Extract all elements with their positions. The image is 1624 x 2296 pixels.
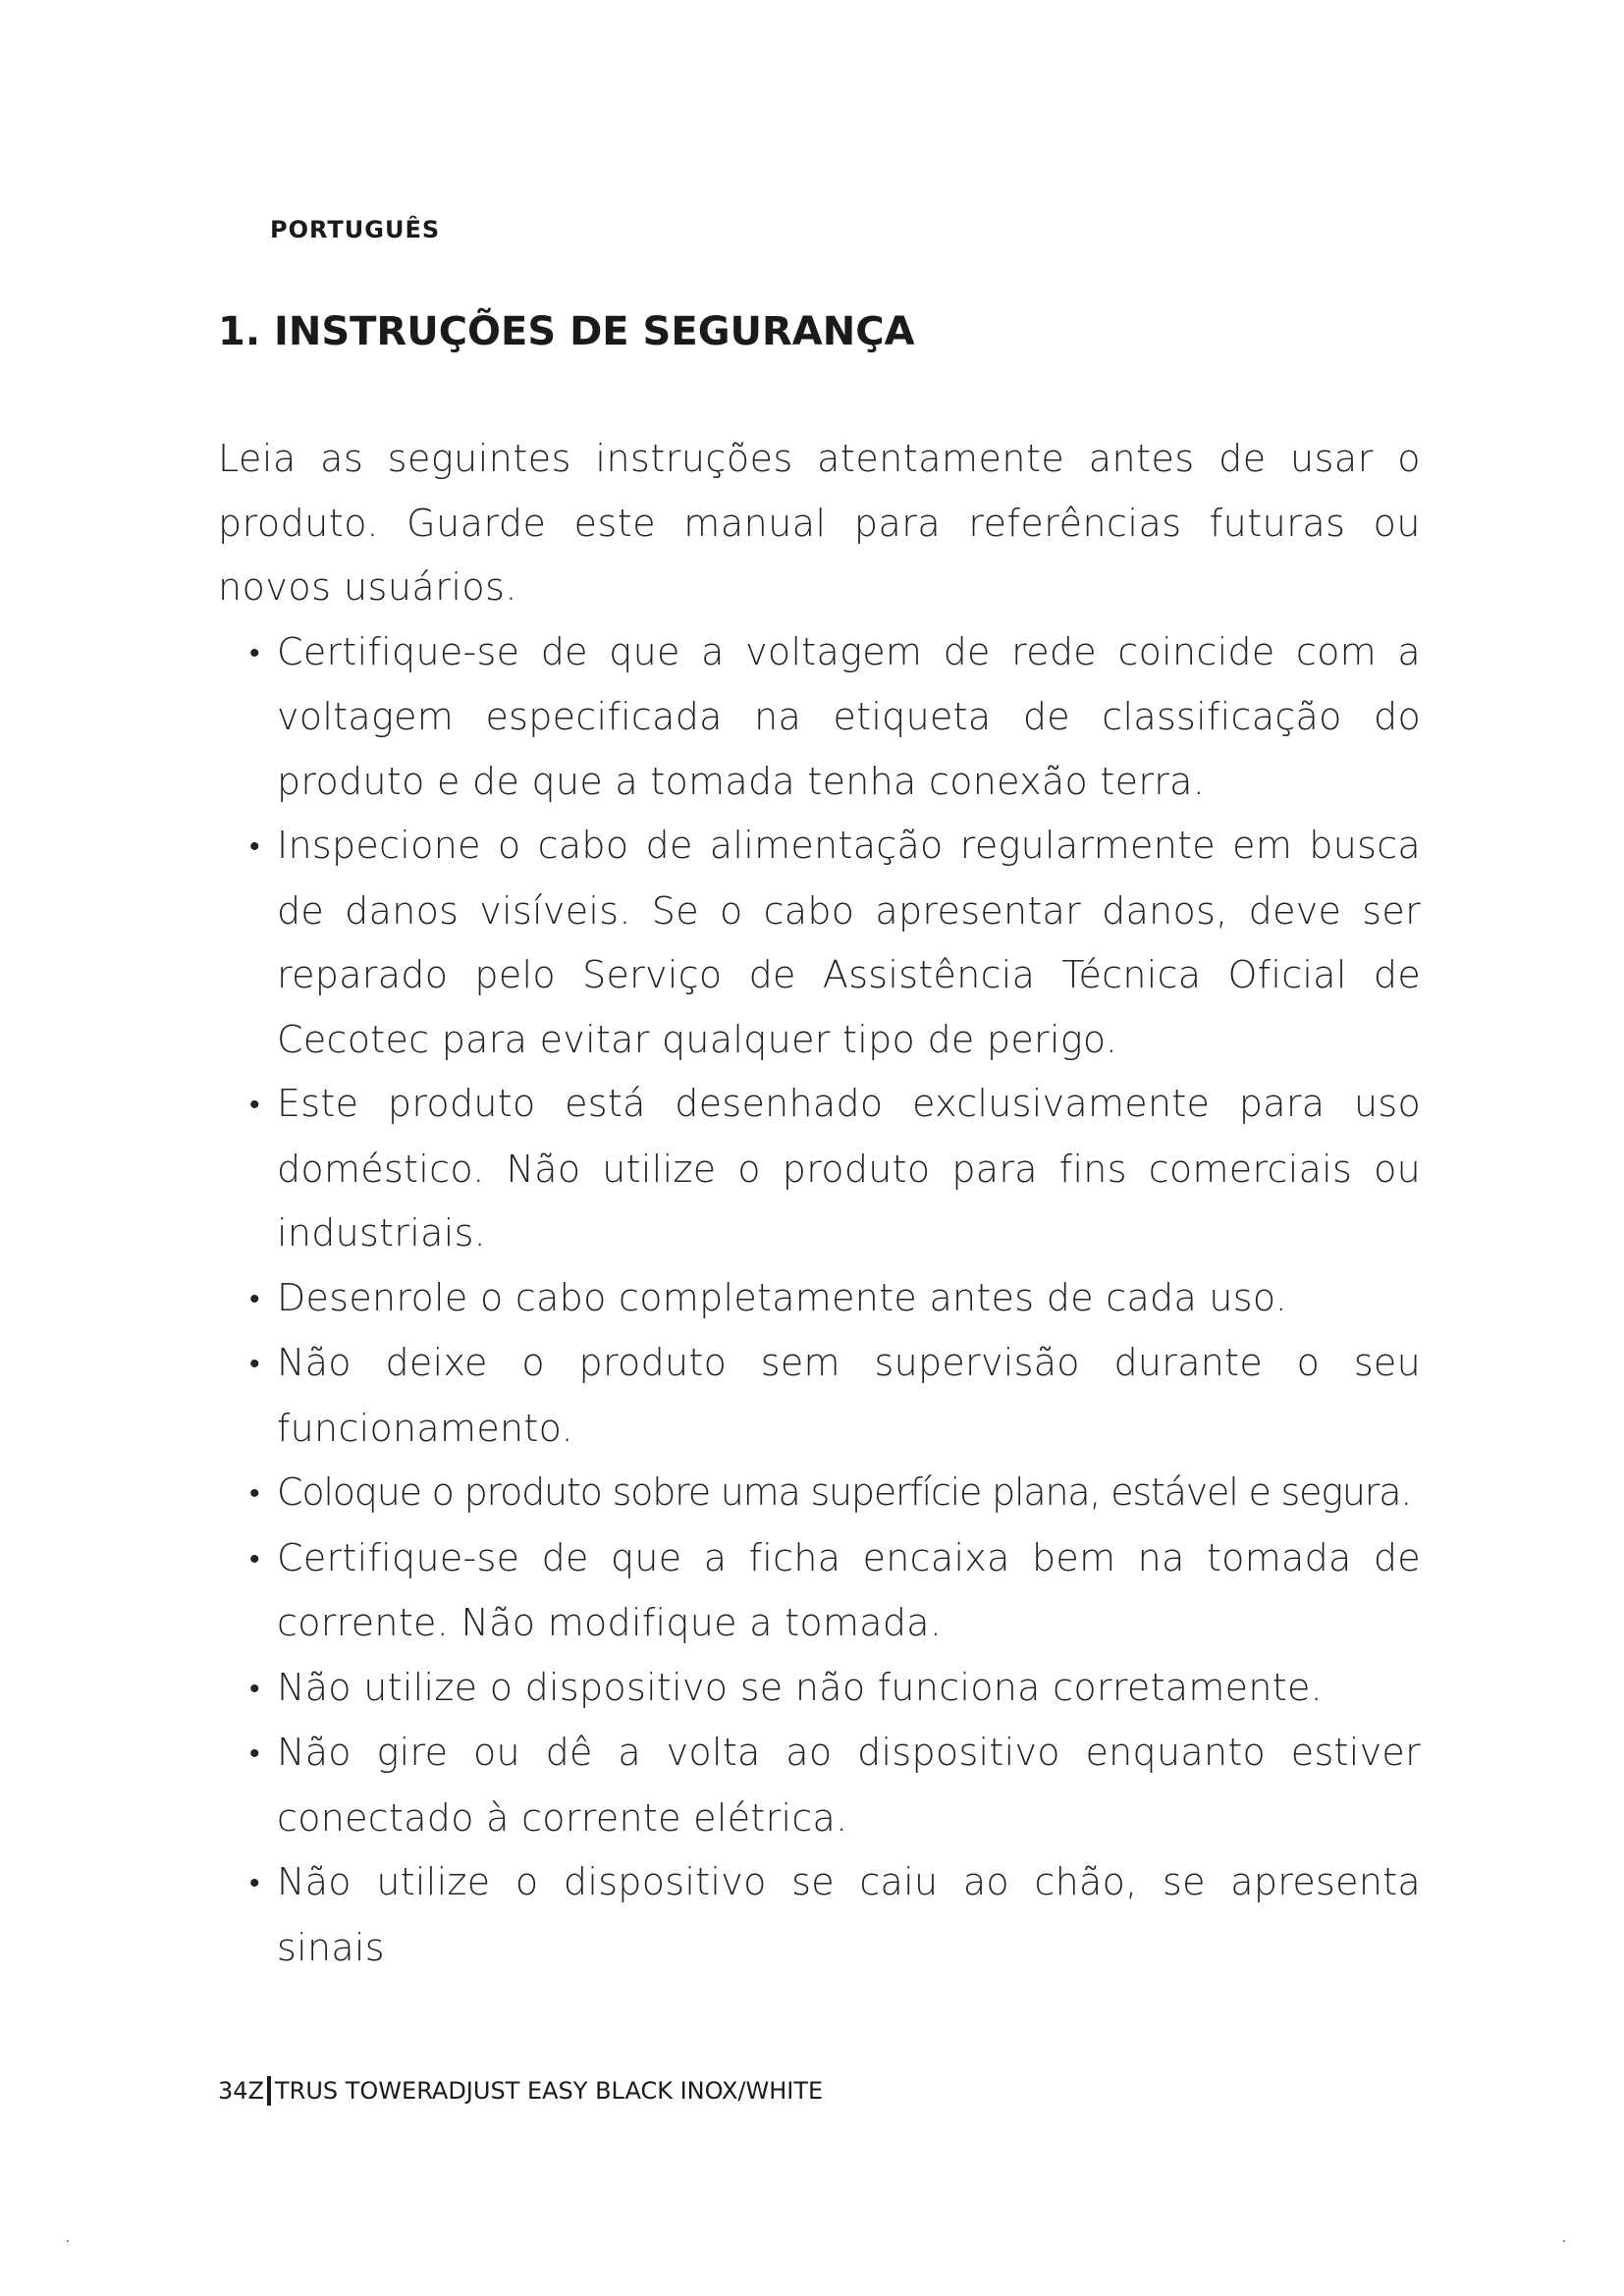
- bullet-icon: •: [249, 1281, 260, 1316]
- bullet-icon: •: [249, 635, 260, 670]
- bullet-item: [218, 1850, 1421, 1980]
- bullet-icon: •: [249, 829, 260, 864]
- bullet-text: Não utilize o dispositivo se caiu ao chão, se apresenta sinais: [277, 1860, 1421, 1969]
- bullet-text: Este produto está desenhado exclusivamente para uso doméstico. Não utilize o produto para fins comerciais ou industriais.: [277, 1082, 1421, 1255]
- intro-paragraph: Leia as seguintes instruções atentamente antes de usar o produto. Guarde este manual para referências futuras ou novos usuários.: [218, 437, 1421, 609]
- bullet-icon: •: [249, 1347, 260, 1381]
- bullet-icon: •: [249, 1088, 260, 1122]
- safety-bullet-list: [218, 620, 1421, 1981]
- language-label: PORTUGUÊS: [270, 216, 441, 243]
- safety-instructions-body: [218, 427, 1421, 1980]
- bullet-item: [218, 1461, 1421, 1526]
- crop-mark: [67, 2240, 69, 2242]
- bullet-text: Certifique-se de que a ficha encaixa bem na tomada de corrente. Não modifique a tomada.: [277, 1535, 1421, 1644]
- bullet-item: [218, 1656, 1421, 1722]
- bullet-item: [218, 620, 1421, 815]
- bullet-text: Inspecione o cabo de alimentação regularmente em busca de danos visíveis. Se o cabo apresentar danos, deve ser reparado pelo Serviço de Assistência Técnica Oficial de Cecotec para evitar qualquer tipo de perigo.: [277, 824, 1421, 1061]
- footer-separator: [267, 2076, 271, 2106]
- bullet-icon: •: [249, 1476, 260, 1511]
- bullet-text: Coloque o produto sobre uma superfície plana, estável e segura.: [277, 1470, 1412, 1514]
- bullet-icon: •: [249, 1736, 260, 1771]
- bullet-text: Desenrole o cabo completamente antes de cada uso.: [277, 1275, 1288, 1319]
- bullet-item: [218, 1072, 1421, 1266]
- bullet-text: Certifique-se de que a voltagem de rede coincide com a voltagem especificada na etiqueta de classificação do produto e de que a tomada tenha conexão terra.: [277, 629, 1421, 803]
- bullet-text: Não utilize o dispositivo se não funciona corretamente.: [277, 1665, 1324, 1709]
- section-title: 1. INSTRUÇÕES DE SEGURANÇA: [218, 309, 915, 354]
- bullet-item: [218, 1266, 1421, 1332]
- bullet-item: [218, 1331, 1421, 1461]
- product-name: TRUS TOWERADJUST EASY BLACK INOX/WHITE: [274, 2077, 824, 2105]
- bullet-icon: •: [249, 1541, 260, 1576]
- bullet-item: [218, 1721, 1421, 1850]
- bullet-icon: •: [249, 1671, 260, 1706]
- page-number: 34Z: [218, 2077, 264, 2105]
- bullet-icon: •: [249, 1866, 260, 1900]
- bullet-text: Não deixe o produto sem supervisão durante o seu funcionamento.: [277, 1341, 1421, 1450]
- bullet-item: [218, 814, 1421, 1072]
- page-footer: [218, 2076, 823, 2106]
- bullet-text: Não gire ou dê a volta ao dispositivo enquanto estiver conectado à corrente elétrica.: [277, 1731, 1421, 1840]
- crop-mark: [1563, 2240, 1565, 2242]
- bullet-item: [218, 1526, 1421, 1656]
